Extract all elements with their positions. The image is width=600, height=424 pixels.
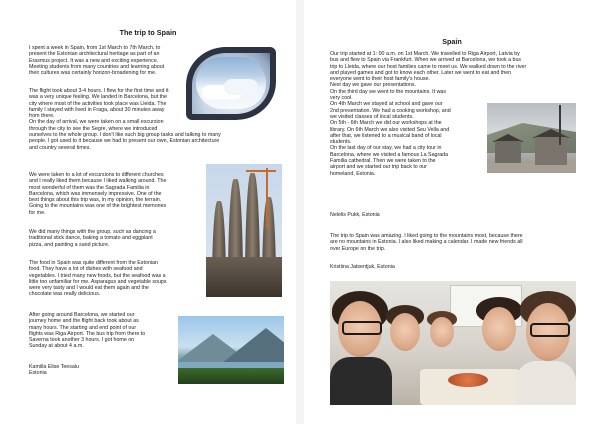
text-line: we visited classes of local students. [330, 113, 414, 120]
text-line: After going around Barcelona, we started our [29, 312, 135, 318]
text-line: Meeting students from many countries and learning about [29, 63, 165, 70]
text-line: Barcelona, where we visited a famous La Sagrada [330, 151, 449, 158]
text-line: flights was Riga Airport. The bus trip from there to [29, 330, 146, 337]
text-line: Kristiina Jatsentjuk, Estonia [330, 264, 395, 270]
text-line: are no mountains in Estonia. I also liked making a calendar. I made new friends all [330, 239, 523, 246]
text-line: their cultures was certainly horizon-broadening for me. [29, 70, 157, 77]
left-page-paragraph [29, 260, 167, 298]
right-page [304, 0, 600, 424]
text-line: On 4th March we stayed at school and gave our [330, 101, 443, 108]
text-line: for me. [29, 209, 46, 216]
text-line: many hours. The starting and end point of our [29, 324, 137, 331]
text-line: best things about this trip was, in my opinion, the terrain. [29, 197, 162, 204]
text-line: little too unfamiliar for me. Asparagus and vegetable soups [29, 278, 167, 285]
text-line: On the last day of our stay, we had a city tour in [330, 145, 442, 152]
text-line: Our trip started at 1: 00 a.m. on 1st March. We travelled to Riga Airport, Latvia by [330, 51, 520, 57]
text-line: traditional stick dance, baking a tomato and eggplant [29, 235, 153, 242]
text-line: very cool. [330, 95, 353, 102]
text-line: Next day we gave our presentations. [330, 82, 416, 89]
text-line: library. On 6th March we also visited Seu Vella and [330, 126, 450, 133]
right-page-title: Spain [442, 37, 462, 46]
text-line: food. They have a lot of dishes with seafood and [29, 266, 143, 273]
text-line: everyone went to their host family's house. [330, 76, 430, 83]
airplane-window-photo [186, 47, 276, 120]
text-line: over Europe on the trip. [330, 245, 386, 252]
text-line: were very tasty and I would eat them again and the [29, 285, 149, 292]
text-line: On the day of arrival, we were taken on a small excursion [29, 119, 164, 126]
text-line: through the city to see the Segre, where we introduced [29, 125, 158, 132]
right-page-paragraph [330, 212, 380, 218]
right-page-paragraph [330, 264, 395, 270]
mountain-village-photo [487, 103, 576, 173]
left-page [0, 0, 296, 424]
text-line: The flight took about 3-4 hours. I flew for the first time and it [29, 88, 169, 94]
text-line: and played games and got to know each other. Later we went to eat and then [330, 69, 512, 76]
text-line: Nelelis Pukk, Estonia [330, 212, 380, 218]
text-line: pizza, and painting a sand picture. [29, 241, 110, 248]
left-page-paragraph [29, 229, 156, 248]
text-line: and I really liked them because I liked walking around. The [29, 178, 167, 185]
text-line: ourselves to the whole group. I don't like such big group tasks and talking to many [29, 132, 221, 139]
left-page-paragraph [29, 312, 145, 350]
text-line: On the third day we went to the mountains. It was [330, 88, 447, 95]
text-line: Saverna took another 3 hours. I got home on [29, 337, 135, 344]
mountain-lake-photo [178, 316, 284, 384]
text-line: chocolate was really delicious. [29, 291, 101, 298]
text-line: from there. [29, 113, 55, 120]
text-line: airport and we started our trip back to our [330, 164, 427, 171]
text-line: people. I got used to it because we had to present our own, Estonian architecture [29, 138, 220, 145]
text-line: Sunday at about 4 a.m. [29, 343, 84, 350]
text-line: The trip to Spain was amazing. I liked going to the mountains most, because there [330, 233, 523, 239]
left-page-paragraph [29, 45, 164, 76]
text-line: bus and flew to Spain via Frankfurt. When we arrived at Barcelona, we took a bus [330, 57, 522, 64]
text-line: and country several times. [29, 144, 91, 151]
text-line: family I stayed with lived in Fraga, about 30 minutes away [29, 106, 165, 113]
text-line: The food in Spain was quite different from the Estonian [29, 260, 158, 266]
text-line: Kamilla Elise Teesalu [29, 364, 79, 370]
text-line: most wonderful of them was the Sagrada Familia in [29, 184, 150, 191]
left-page-paragraph [29, 364, 79, 377]
group-selfie-photo [330, 281, 576, 405]
text-line: present the Estonian architectural heritage as part of an [29, 51, 160, 58]
text-line: Estonia [29, 370, 47, 377]
left-page-paragraph [29, 172, 166, 216]
page-gutter [296, 0, 304, 424]
text-line: Going to the mountains was one of the brightest memories [29, 203, 167, 210]
right-page-paragraph [330, 233, 523, 252]
text-line: students. [330, 139, 352, 146]
text-line: after that, we listened to a musical band of local [330, 132, 442, 139]
text-line: 2nd presentation. We had a cooking workshop, and [330, 107, 451, 114]
text-line: vegetables. I tried many new foods, but the seafood was a [29, 272, 166, 279]
text-line: On 5th - 6th March we did our workshops at the [330, 120, 442, 127]
text-line: Familia cathedral. Then we were taken to the [330, 158, 436, 165]
text-line: Erasmus project. It was a new and exciting experience. [29, 57, 159, 64]
text-line: was a very unique feeling. We landed in Barcelona, but the [29, 94, 168, 101]
left-page-title: The trip to Spain [119, 28, 177, 37]
text-line: city where most of the activities took place was Lleida. The [29, 100, 167, 107]
text-line: I spent a week in Spain, from 1st March to 7th March, to [29, 45, 161, 51]
text-line: trip to Lleida, where our host families came to meet us. We walked down to the river [330, 63, 527, 70]
text-line: journey home and the flight back took about as [29, 318, 139, 325]
text-line: homeland, Estonia. [330, 170, 376, 177]
sagrada-familia-photo [206, 164, 282, 297]
text-line: Barcelona, which was immensely impressive. One of the [29, 190, 162, 197]
text-line: We did many things with the group, such as dancing a [29, 229, 156, 235]
text-line: We were taken to a lot of excursions to different churches [29, 172, 164, 178]
